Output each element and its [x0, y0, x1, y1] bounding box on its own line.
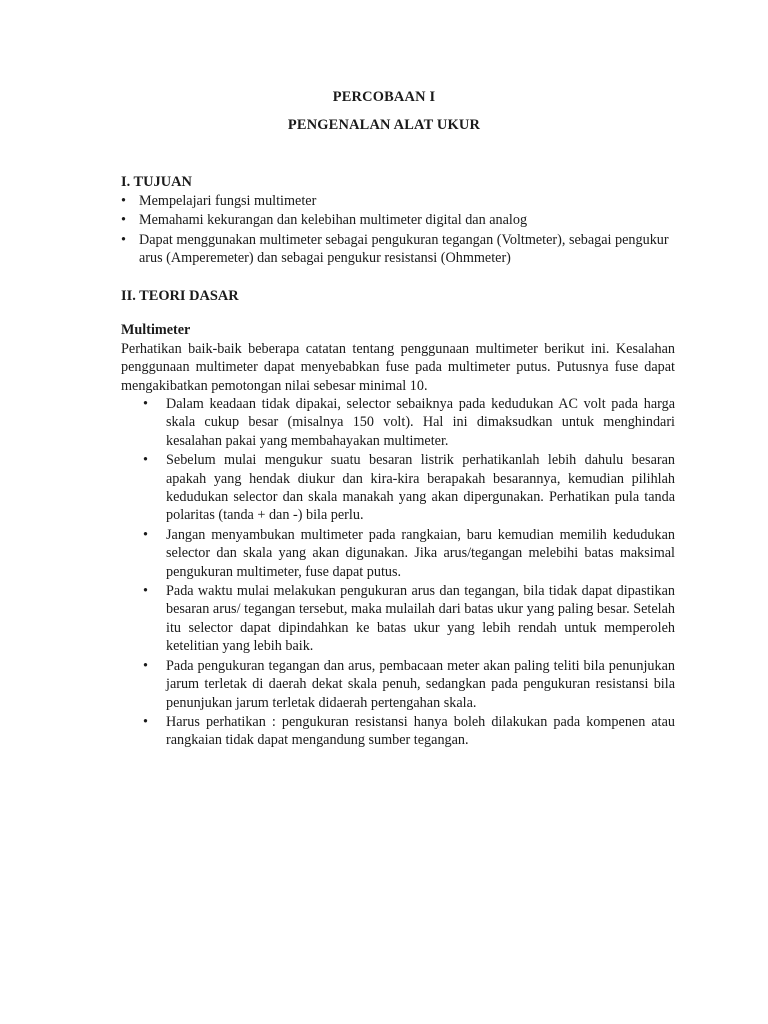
note-item [121, 451, 675, 525]
goal-list [121, 192, 681, 269]
goal-item-text: Memahami kekurangan dan kelebihan multimeter digital dan analog [139, 212, 528, 229]
bullet-icon: • [143, 526, 148, 543]
note-item-text: Jangan menyambukan multimeter pada rangkaian, baru kemudian memilih kedudukan selector dan skala yang akan digunakan. Jika arus/tegangan melebihi batas maksimal pengukuran multimeter, fuse dapat putus. [166, 526, 675, 580]
section-heading-teori-dasar: II. TEORI DASAR [121, 288, 239, 304]
note-item-text: Harus perhatikan : pengukuran resistansi hanya boleh dilakukan pada kompenen atau rangkaian tidak dapat mengandung sumber tegangan. [166, 713, 675, 749]
bullet-icon: • [121, 231, 126, 248]
note-item-text: Pada pengukuran tegangan dan arus, pembacaan meter akan paling teliti bila penunjukan jarum terletak di daerah dekat skala penuh, sedangkan pada pengukuran resistansi bila penunjukan jarum terletak didaerah pertengahan skala. [166, 657, 675, 711]
goal-item [121, 231, 681, 268]
note-item [121, 526, 675, 581]
goal-item [121, 192, 681, 210]
goal-item-text: Mempelajari fungsi multimeter [139, 193, 317, 209]
goal-item [121, 211, 681, 229]
notes-list [121, 395, 675, 751]
subheading-multimeter: Multimeter [121, 322, 191, 338]
note-item [121, 657, 675, 712]
bullet-icon: • [121, 212, 126, 229]
intro-paragraph: Perhatikan baik-baik beberapa catatan tentang penggunaan multimeter berikut ini. Kesalahan penggunaan multimeter dapat menyebabkan fuse pada multimeter putus. Putusnya fuse dapat mengakibatkan pemotongan nilai sebesar minimal 10. [121, 341, 675, 394]
note-item [121, 582, 675, 656]
document-subtitle: PENGENALAN ALAT UKUR [287, 117, 481, 133]
bullet-icon: • [143, 583, 148, 600]
bullet-icon: • [143, 713, 148, 730]
goal-item-text: Dapat menggunakan multimeter sebagai pengukuran tegangan (Voltmeter), sebagai pengukur arus (Amperemeter) dan sebagai pengukur resistansi (Ohmmeter) [139, 231, 669, 267]
note-item-text: Pada waktu mulai melakukan pengukuran arus dan tegangan, bila tidak dapat dipastikan besaran arus/ tegangan tersebut, maka mulailah dari batas ukur yang paling besar. Setelah itu selector dapat dipindahkan ke batas ukur yang lebih rendah untuk memperoleh ketelitian yang lebih baik. [166, 583, 675, 655]
bullet-icon: • [143, 657, 148, 674]
note-item-text: Dalam keadaan tidak dipakai, selector sebaiknya pada kedudukan AC volt pada harga skala cukup besar (misalnya 150 volt). Hal ini dimaksudkan untuk menghindari kesalahan pakai yang membahayakan multimeter. [166, 396, 675, 449]
note-item [121, 395, 675, 450]
bullet-icon: • [143, 452, 148, 469]
document-title: PERCOBAAN I [332, 89, 436, 105]
bullet-icon: • [121, 193, 126, 209]
note-item-text: Sebelum mulai mengukur suatu besaran listrik perhatikanlah lebih dahulu besaran apakah yang hendak diukur dan kira-kira berapakah besarannya, kemudian pilihlah kedudukan selector dan skala manakah yang akan dipergunakan. Perhatikan pula tanda polaritas (tanda + dan -) bila perlu. [166, 452, 675, 524]
section-heading-tujuan: I. TUJUAN [121, 174, 192, 190]
note-item [121, 713, 675, 750]
bullet-icon: • [143, 396, 148, 412]
